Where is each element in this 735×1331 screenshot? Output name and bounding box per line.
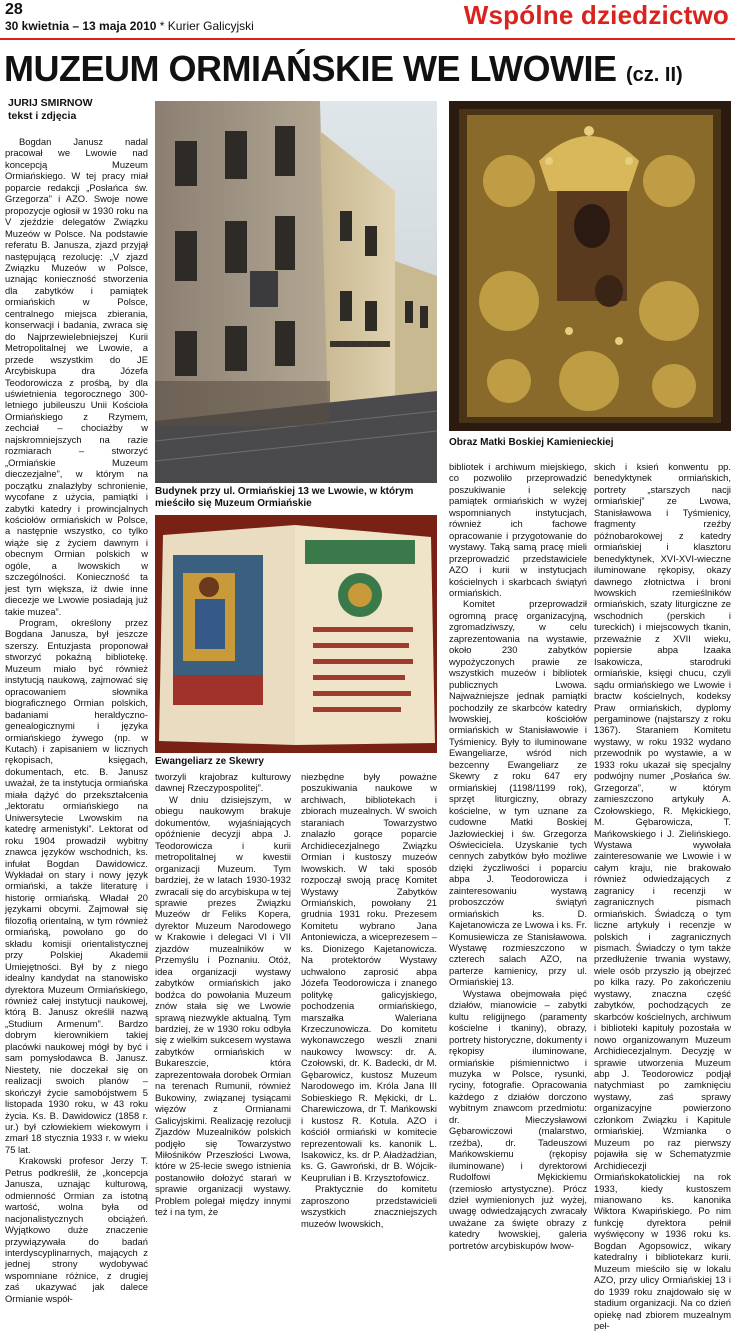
article-column-4 [449,461,587,1251]
article-column-5 [594,461,731,1331]
article-column-3 [301,771,438,1229]
page-number: 28 [5,1,23,18]
byline [8,97,93,122]
gospel-caption: Ewangeliarz ze Skewry [155,756,264,767]
article-column-1 [5,136,148,1304]
paragraph: W dniu dzisiejszym, w obiegu naukowym brakuje dokumentów, wyjaśniających opóźnienie decyzji abpa J. Teodorowicza i kurii metropolitalnej w kwestii organizacji Muzeum. Tym bardziej, że w latach 1930-1932 zwracali się do arcybiskupa w tej sprawie prezes Związku Muzeów dr Feliks Kopera, dyrektor Muzeum Narodowego w Krakowie i delegaci VI i VII zjazdów muzealników w Przemyślu i Poznaniu. Otóż, idea organizacji wystawy zabytków ormiańskich jako bodźca do powołania Muzeum znów stała się we Lwowie sprawą niezwykle aktualną. Tym bardziej, że w 1930 roku odbyła się z wielkim sukcesem wystawa zabytków ormiańskich w Bukareszcie, która zaprezentowała dorobek Ormian na terenach Rumunii, również Bukowiny, związanej tysiącami więzów z Ormianami Galicyjskimi. Realizację rezolucji Zjazdów Muzealników polskich podjęło się Towarzystwo Miłośników Przeszłości Lwowa, które w 25-lecie swego istnienia postanowiło dołożyć starań w sprawie organizacji wystawy. Problem polegał między innymi też i na tym, że [155,793,291,1218]
section-title: Wspólne dziedzictwo [463,0,729,30]
article-column-2 [155,771,291,1218]
author-name: JURIJ SMIRNOW [8,97,93,109]
article-part: (cz. II) [625,64,683,86]
paragraph: niezbędne były poważne poszukiwania naukowe w archiwach, bibliotekach i zbiorach muzealnych. W swoich staraniach Towarzystwo znalazło gorące poparcie Archidiecezjalnego Związku Ormian i kustoszy muzeów lwowskich. W taki sposób rozpoczął swoją pracę Komitet Wystawy Zabytków Ormiańskich, powołany 21 grudnia 1931 roku. Prezesem Komitetu wybrano Jana Antoniewicza, a wiceprezesem – ks. Dionizego Kajetanowicza. Na protektorów Wystawy uchwalono zaprosić abpa Józefa Teodorowicza i znanego politykę galicyjskiego, pochodzenia ormiańskiego, marszałka Waleriana Krzeczunowicza. Do komitetu wykonawczego weszli znani naukowcy lwowscy: dr. A. Czołowski, dr. K. Badecki, dr M. Gębarowicz, kustosz Muzeum Narodowego im. Króla Jana III Sobieskiego R. Mękicki, dr L. Charewiczowa, dr T. Mańkowski i kustosz R. Kotula. AZO i kościół ormiański w komitecie reprezentowali ks. kanonik L. Isakowicz, ks. dr P. Aładżadżian, ks. G. Gawroński, dr B. Wójcik-Keuprulian i B. Krzysztofowicz. [301,771,438,1183]
paragraph: tworzyli krajobraz kulturowy dawnej Rzeczypospolitej”. [155,771,291,794]
gospel-photo [155,515,437,753]
paragraph: Wystawa obejmowała pięć działów, mianowicie – zabytki kultu religijnego (paramenty kościelne i tkaniny), obrazy, portrety historyczne, dokumenty i rękopisy iluminowane, ormiańskie piśmiennictwo i muzyka w Polsce, rysunki, ryciny, fotografie. Opracowania każdego z działów dorczono wybitnym znawcom przedmiotu: dr. Mieczysławowi Gębarowiczowi (malarstwo, rzeźba), dr. Tadeuszowi Mańkowskiemu (rękopisy iluminowane) i dyrektorowi Rudolfowi Mękickiemu (rzemiosło artystyczne). Prócz dzieł wymienionych już wyżej, uwagę odwiedzających zwracały uważane za święte obrazy z katedry lwowskiej, galeria portretów arcybiskupów lwow- [449,987,587,1251]
author-credit: tekst i zdjęcia [8,109,77,122]
dateline [5,19,254,33]
paragraph: bibliotek i archiwum miejskiego, co pozwoliło przeprowadzić poszukiwanie i selekcję pamiątek ormiańskich w wyżej wspomnianych instytucjach, również ich fachowe opracowanie i przygotowanie do wystawy. Taką samą pracę mieli przeprowadzić przedstawiciele AZO i kurii w instytucjach kościelnych i skarbcach świątyń ormiańskich. [449,461,587,598]
paragraph: Bogdan Janusz nadal pracował we Lwowie nad koncepcją Muzeum Ormiańskiego. W tej pracy miał poparcie redakcji „Posłańca św. Grzegorza” i AZO. Swoje nowe propozycje ogłosił w 1930 roku na V zjeździe delegatów Związku Muzeów w Polsce. Na podstawie referatu B. Janusza, zjazd przyjął następującą rezolucję: „V zjazd Związku Muzeów w Polsce, uznając konieczność stworzenia dla zabytków i pamiątek ormiańskich w Polsce, centralnego miejsca zbierania, konserwacji i badania, zwraca się do Najprzewielebniejszej Kurii Metropolitalnej we Lwowie, a przede wszystkim do JE Arcybiskupa dra Józefa Teodorowicza z prośbą, by dla uświetnienia tegorocznego 300-letniego jubileuszu Unii Kościoła Ormiańskiego z Rzymem, zechciał – chociażby w najskromniejszych na razie rozmiarach – stworzyć „Ormiańskie Muzeum dieczezjalne”, w którym na początku znalazłyby schronienie, wycofane z użycia, pamiątki i zabytki katedry i prowincjalnych kościołów ormiańskich w Polsce, a następnie wszystko, co tylko wiąże się z życiem dawnym i obecnym Ormian polskich w ogóle, a lwowskich w szczególności. Konieczność ta jest tym większa, iż dwie inne diecezje we Lwowie posiadają już takie muzea”. [5,136,148,617]
star-separator: * [159,19,165,33]
paragraph: Krakowski profesor Jerzy T. Petrus podkreślił, że „koncepcja Janusza, uznając kulturową, odmienność Ormian za istotną wartość, wolna była od nacjonalistycznych obciążeń. Wyjątkowo duże znaczenie przywiązywała do badań interdyscyplinarnych, mających z jednej strony wydobywać wspomniane różnice, z drugiej zaś ukazywać jak dalece Ormianie współ- [5,1155,148,1304]
article-title: MUZEUM ORMIAŃSKIE WE LWOWIE [4,48,617,89]
publication-name: Kurier Galicyjski [167,19,254,33]
building-caption: Budynek przy ul. Ormiańskiej 13 we Lwowie, w którym mieściło się Muzeum Ormiańskie [155,486,414,509]
icon-photo [449,101,731,431]
issue-date: 30 kwietnia – 13 maja 2010 [5,19,157,33]
paragraph: Program, określony przez Bogdana Janusza, był jeszcze szerszy. Entuzjasta proponował stworzyć pokaźną bibliotekę. Muzeum miało być również instytucją naukową, zajmować się opracowaniem słownika biograficznego Ormian polskich, badaniami heraldyczno-genealogicznymi i języka ormiańskiego żywego (np. w Kutach) i zapisaniem w licznych rękopisach, księgach, dokumentach, etc. B. Janusz uważał, że ta instytucja ormiańska miała dążyć do przekształcenia „lektoratu ormiańskiego na Uniwersytecie Lwowskim na katedrę armenistyki”. Lektorat od roku 1904 prowadził wybitny znawca języków wschodnich, ks. infułat Bogdan Dawidowicz. Wykładał on stary i nowy język ormiański, a także literaturę i historię ormiańską. Władał 20 językami obcymi. Zajmował się filozofią orientalną, w tym również ormiańską, powołano go do składu komisji orientalistycznej przy Polskiej Akademii Umiejętności. Był by z niego idealny kandydat na stanowisko dyrektora Muzeum Ormiańskiego, również całej instytucji naukowej, którą B. Janusz określił nazwą „Studium Armenum”. Bardzo dobrym kierownikiem takiej placówki naukowej mógł by być i sam pomysłodawca B. Janusz. Niestety, nie doczekał się on realizacji swoich planów – skończył życie samobójstwem 5 listopada 1930 roku, w 43 roku życia. Ks. B. Dawidowicz (1858 r. ur.) był człowiekiem wiekowym i zmarł 18 stycznia 1933 r. w wieku 75 lat. [5,617,148,1155]
paragraph: skich i ksień konwentu pp. benedyktynek ormiańskich, portrety „starszych nacji ormiańskiej” ze Lwowa, Stanisławowa i Tyśmienicy, fragmenty rzeźby późnobarokowej z katedry ormiańskiej i klasztoru benedyktynek, XVI-XVI-wieczne iluminowane rękopisy, okazy dawnego złotnictwa i broni lwowskich rzemieślników ormiańskich, szaty liturgiczne ze wschodnich (perskich i tureckich) i miejscowych tkanin, przeważnie z XVII wieku, popiersie abpa Izaaka Isakowicza, starodruki ormiańskie, księgi chucu, czyli sądu ormiańskiego we Lwowie i bractw kościelnych, kodeksy Praw ormiańskich, dyplomy pergaminowe (najstarszy z roku 1367). Staraniem Komitetu wystawy, w roku 1932 wydano przewodnik po wystawie, a w 1933 roku ukazał się specjalny podwójny numer „Posłańca św. Grzegorza”, w którym zamieszczono artykuły A. Czołowskiego, R. Mękickiego, M. Gębarowicza, T. Mańkowskiego i J. Zielińskiego. Wystawa wywołała zainteresowanie we Lwowie i w całym kraju, nie brakowało również odwiedzających z zagranicy i recenzji w zagranicznych pismach ormiańskich. Świadczą o tym liczne artykuły i recenzje w polskich i zagranicznych pismach. Świadczy o tym także przedłużenie trwania wystawy, wiele osób przyszło ją obejrzeć po kilka razy. Po zakończeniu wystawy, znaczna część zabytków, pochodzących ze skarbców kościelnych, archiwum i biblioteki kapituły pozostała w nowo organizowanym Muzeum Archidiecezjalnym. Decyzję w sprawie utworzenia Muzeum abp J. Teodorowicz podjął natychmiast po zamknięciu wystawy, zaś sprawy organizacyjne powierzono członkom Związku i Kapitule ormiańskiej. Wzmianka o Muzeum po raz pierwszy pojawiła się w Schematyzmie Archidiecezji Ormiańskokatolickiej na rok 1933, kiedy kustoszem mianowano ks. kanonika Wiktora Kwapińskiego. Po nim funkcję dyrektora pełnił wyświęcony w 1936 roku ks. Bogdan Agopsowicz, wikary katedralny i bibliotekarz kurii. Muzeum mieściło się w lokalu AZO, przy ulicy Ormiańskiej 13 i do 1939 roku znajdowało się w stadium organizacji. Na co dzień opiekę nad zbiorem muzealnym peł- [594,461,731,1331]
paragraph: Komitet przeprowadził ogromną pracę organizacyjną, zgromadziwszy, w celu zaprezentowania na wystawie, około 230 zabytków wypożyczonych prawie ze wszystkich muzeów i bibliotek publicznych Lwowa. Najważniejsze jednak pamiątki pochodziły ze skarbców katedry lwowskiej, kościołów ormiańskich w Stanisławowie i Tyśmienicy. Były to iluminowane Ewangeliarze, wśród nich bezcenny Ewangeliarz ze Skewry z roku 647 ery ormiańskiej (1198/1199 rok), sprzęt liturgiczny, obrazy kościelne, w tym uznane za cudowne Matki Boskiej Jazłowieckiej i św. Grzegorza Oświeciciela. Uzyskanie tych cennych zabytków było możliwe dzięki życzliwości i poparciu abpa J. Teodorowicza i zainteresowaniu wystawą proboszczów świątyń ormiańskich ks. D. Kajetanowicza ze Lwowa i ks. Fr. Komusiewicza ze Stanisławowa. Wystawę rozmieszczono w czterech salach AZO, na parterze kamienicy, przy ul. Ormiańskiej 13. [449,598,587,988]
article-headline [4,48,683,90]
header-rule [0,38,735,40]
paragraph: Praktycznie do komitetu zaproszono przedstawicieli wszystkich znaczniejszych muzeów lwowskich, [301,1183,437,1229]
icon-caption: Obraz Matki Boskiej Kamienieckiej [449,437,614,448]
building-photo [155,101,437,483]
